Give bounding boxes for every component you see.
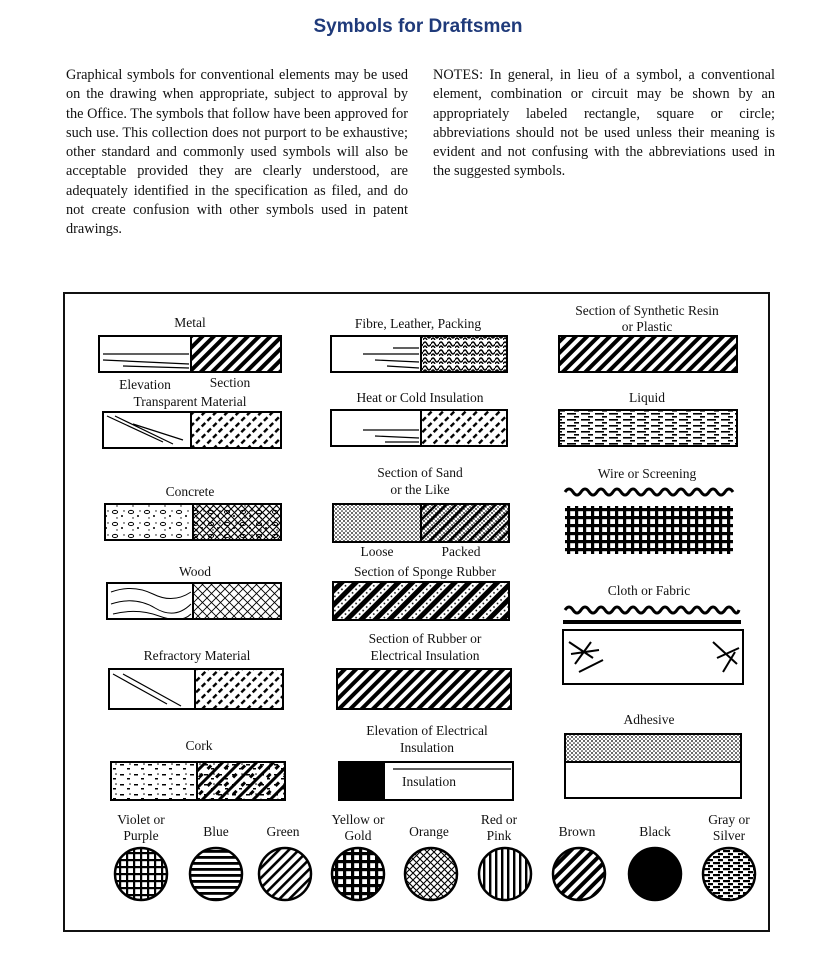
metal-elevation-label: Elevation — [119, 377, 171, 392]
refractory-section-fill — [195, 669, 283, 709]
sand-symbol — [333, 465, 509, 559]
sponge-rect — [333, 582, 509, 620]
orange-circle — [405, 848, 457, 900]
refractory-label: Refractory Material — [143, 648, 251, 663]
transparent-symbol — [103, 394, 281, 448]
refractory-symbol — [109, 648, 283, 709]
metal-section-label: Section — [209, 375, 251, 390]
heat-label: Heat or Cold Insulation — [356, 390, 484, 405]
green-label: Green — [266, 824, 300, 839]
page-title: Symbols for Draftsmen — [313, 16, 523, 37]
cork-symbol — [111, 738, 285, 800]
resin-rect — [559, 336, 737, 372]
orange-label: Orange — [409, 824, 449, 839]
concrete-section-fill — [193, 504, 281, 540]
black-label: Black — [639, 824, 671, 839]
metal-symbol — [99, 315, 281, 392]
adhesive-symbol — [565, 712, 741, 798]
cork-section-fill — [197, 762, 285, 800]
elev-insul-inner-label: Insulation — [402, 774, 456, 789]
transparent-label: Transparent Material — [133, 394, 247, 409]
wire-label: Wire or Screening — [597, 466, 697, 481]
metal-section-fill — [191, 336, 281, 372]
transparent-section-fill — [191, 412, 281, 448]
concrete-symbol — [105, 484, 281, 540]
liquid-symbol — [559, 390, 737, 446]
wood-label: Wood — [179, 564, 211, 579]
red-circle — [479, 848, 531, 900]
resin-label-2: or Plastic — [621, 319, 673, 334]
wire-symbol — [565, 466, 733, 554]
sand-label-1: Section of Sand — [377, 465, 463, 480]
elevation-insulation-symbol — [339, 723, 513, 800]
red-label-2: Pink — [486, 828, 512, 843]
blue-label: Blue — [203, 824, 229, 839]
sand-loose-label: Loose — [360, 544, 394, 559]
green-circle — [259, 848, 311, 900]
rubber-label-1: Section of Rubber or — [368, 631, 482, 646]
elev-insul-black-block — [339, 762, 385, 800]
gray-label-1: Gray or — [708, 812, 750, 827]
brown-label: Brown — [558, 824, 596, 839]
resin-symbol — [559, 303, 737, 372]
heat-symbol — [331, 390, 507, 446]
yellow-label-1: Yellow or — [331, 812, 385, 827]
notes-paragraph: NOTES: In general, in lieu of a symbol, a conventional element, combination or circuit may be shown by an appropriately labeled rectangle, square or circle; abbreviations should not be used unless their meaning is evident and not confusing with the abbreviations used in the suggested symbols. — [433, 67, 775, 180]
sand-packed-fill — [421, 504, 509, 542]
sponge-label: Section of Sponge Rubber — [353, 564, 497, 579]
cloth-label: Cloth or Fabric — [607, 583, 691, 598]
heat-section-fill — [421, 410, 507, 446]
sand-label-2: or the Like — [390, 482, 450, 497]
resin-label-1: Section of Synthetic Resin — [575, 303, 719, 318]
rubber-symbol — [337, 631, 511, 709]
sand-packed-label: Packed — [441, 544, 481, 559]
fibre-symbol — [331, 316, 507, 372]
symbols-chart — [63, 292, 770, 932]
elev-insul-label-1: Elevation of Electrical — [366, 723, 488, 738]
wire-screen-grid — [565, 506, 733, 554]
wood-section-fill — [193, 583, 281, 619]
gray-label-2: Silver — [712, 828, 746, 843]
yellow-circle — [332, 848, 384, 900]
brown-circle — [553, 848, 605, 900]
color-symbols — [115, 812, 755, 900]
liquid-label: Liquid — [629, 390, 665, 405]
cloth-bar — [563, 620, 741, 624]
fibre-section-fill — [421, 336, 507, 372]
black-circle — [629, 848, 681, 900]
fibre-label: Fibre, Leather, Packing — [354, 316, 482, 331]
wire-twist-line — [565, 489, 733, 495]
rubber-rect — [337, 669, 511, 709]
cork-label: Cork — [185, 738, 213, 753]
blue-circle — [190, 848, 242, 900]
wood-symbol — [107, 564, 281, 620]
liquid-rect — [559, 410, 737, 446]
violet-label-2: Purple — [123, 828, 159, 843]
violet-label-1: Violet or — [117, 812, 165, 827]
adhesive-label: Adhesive — [623, 712, 675, 727]
yellow-label-2: Gold — [344, 828, 372, 843]
cloth-symbol — [563, 583, 743, 684]
adhesive-dotted-band — [565, 734, 741, 762]
elev-insul-label-2: Insulation — [400, 740, 454, 755]
gray-circle — [703, 848, 755, 900]
concrete-label: Concrete — [165, 484, 215, 499]
red-label-1: Red or — [480, 812, 518, 827]
sponge-symbol — [333, 564, 509, 620]
metal-label: Metal — [174, 315, 206, 330]
intro-paragraph: Graphical symbols for conventional elements may be used on the drawing when appropriate, subject to approval by the Office. The symbols that follow have been approved for such use. This collection does not purport to be exhaustive; other standard and commonly used symbols will also be acceptable provided they are clearly understood, are adequately identified in the specification as filed, and do not create confusion with other symbols used in patent drawings. — [66, 67, 408, 238]
violet-circle — [115, 848, 167, 900]
rubber-label-2: Electrical Insulation — [370, 648, 480, 663]
cloth-twist-line — [565, 607, 739, 613]
